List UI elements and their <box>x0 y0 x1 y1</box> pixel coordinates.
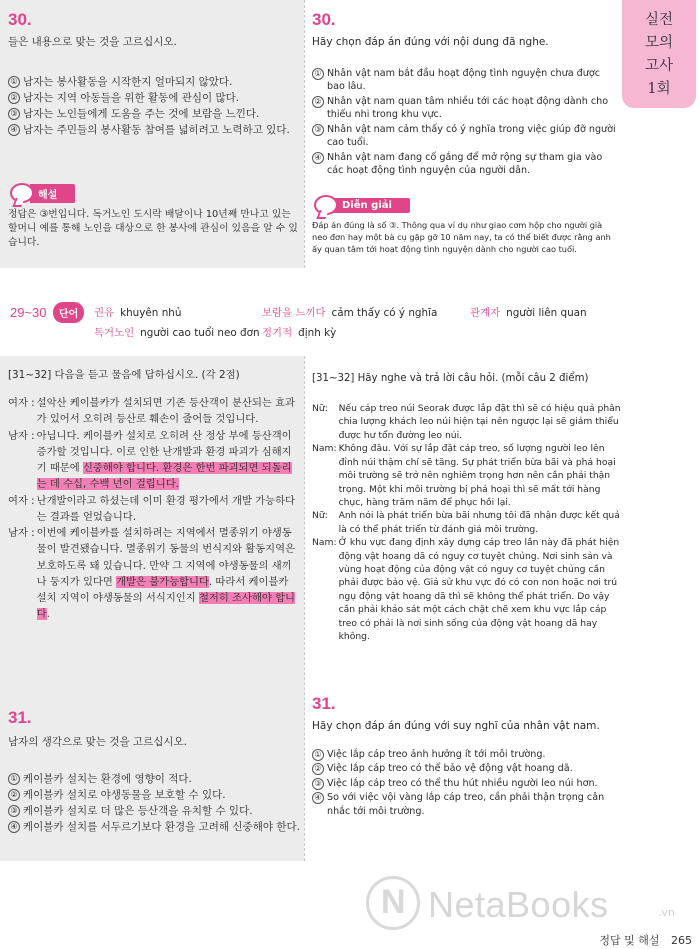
highlighted-text: 신중해야 합니다. 환경은 한번 파괴되면 되돌리는 데 수십, 수백 년이 걸립니다. <box>36 462 292 491</box>
option-text: Nhân vật nam bắt đầu hoạt động tình nguyện chưa được bao lâu. <box>327 68 600 93</box>
speaker-label: Nữ: <box>312 403 328 414</box>
option-2[interactable] <box>8 91 300 106</box>
vocab-meaning: người liên quan <box>506 307 587 319</box>
option-3[interactable] <box>8 804 300 819</box>
brand-name: NetaBooks <box>428 884 609 925</box>
option-1[interactable] <box>8 772 300 787</box>
option-marker: ② <box>312 96 324 108</box>
section-tab[interactable] <box>622 0 696 108</box>
speaker-label: 남자 : <box>8 527 35 540</box>
option-text: So với việc vội vàng lắp cáp treo, cần phải thận trọng cân nhắc tới môi trường. <box>327 792 605 817</box>
explanation-label: 해설 <box>30 184 75 203</box>
page-number: 265 <box>671 934 692 947</box>
dialog <box>8 395 300 623</box>
option-marker: ④ <box>8 821 20 833</box>
vocab-range: 29~30 <box>10 305 47 320</box>
dialog-text: . <box>46 608 50 621</box>
vocab-label: 단어 <box>53 302 84 323</box>
option-text: 케이블카 설치로 야생동물을 보호할 수 있다. <box>23 788 226 801</box>
vocab-item <box>262 304 437 319</box>
option-marker: ① <box>8 773 20 785</box>
option-text: 남자는 지역 아동들을 위한 활동에 관심이 많다. <box>23 91 240 104</box>
speaker-label: 여자 : <box>8 397 35 409</box>
option-3[interactable] <box>312 123 618 150</box>
option-marker: ④ <box>312 792 324 804</box>
option-text: Nhân vật nam quan tâm nhiều tới các hoạt động dành cho thiếu nhi trong khu vực. <box>327 95 609 121</box>
question-text: Hãy chọn đáp án đúng với suy nghĩ của nhân vật nam. <box>312 720 600 732</box>
brand-logo-icon <box>366 876 420 930</box>
option-text: 남자는 봉사활동을 시작한지 얼마되지 않았다. <box>23 76 233 88</box>
option-text: 남자는 주민들의 봉사활동 참여를 넓히려고 노력하고 있다. <box>23 123 290 136</box>
option-marker: ③ <box>8 108 20 120</box>
option-2[interactable] <box>312 762 618 775</box>
dialog-text: . 따라서 케이블카 설치 지역이 야생동물의 서식지인지 <box>36 575 289 605</box>
section-tab-line: 실전 <box>644 12 673 28</box>
question-text: 남자의 생각으로 맞는 것을 고르십시오. <box>8 736 187 748</box>
option-4[interactable] <box>312 151 618 178</box>
column-divider <box>304 356 305 861</box>
dialog-line: Ở khu vực đang định xây dựng cáp treo lần này đã phát hiện động vật hoang dã có nguy cơ tuyệt chủng. Nơi sinh sản và vùng hoạt động của động vật có nguy cơ tuyệt chủng cần phải được bảo vệ. Giả sử khu vực đó có con non hoặc nơi trú ngụ động vật hoang dã thì sẽ không thể phát triển. Do vậy cần phải khảo sát một cách chặt chẽ xem khu vực lắp cáp treo có phải là nơi sinh sống của động vật hoang dã hay không. <box>338 537 620 643</box>
option-marker: ① <box>312 68 324 80</box>
explanation-badge <box>10 183 75 203</box>
vocab-item <box>94 304 181 319</box>
vocab-item <box>262 324 336 339</box>
explanation-badge <box>314 195 410 215</box>
speaker-label: Nam: <box>312 537 337 549</box>
option-3[interactable] <box>8 107 300 122</box>
section-tab-line: 모의 <box>644 35 673 51</box>
option-1[interactable] <box>312 67 618 94</box>
highlighted-text: 철저히 조사해야 합니다 <box>36 592 296 621</box>
question-number: 30. <box>312 10 336 29</box>
answer-options <box>8 75 300 139</box>
vocab-korean: 권유 <box>94 307 115 319</box>
brand-watermark <box>366 876 696 936</box>
dialog-line: 설악산 케이블카가 설치되면 기존 등산객이 분산되는 효과가 있어서 오히려 등산로 훼손이 줄어들 것입니다. <box>36 397 296 426</box>
dialog-line <box>37 428 300 493</box>
dialog-text: 아닙니다. 케이블카 설치로 오히려 산 정상 부에 등산객이 증가할 것입니다. 이로 인한 난개발과 환경 파괴가 심해지기 때문에 <box>36 429 292 475</box>
option-marker: ② <box>312 763 324 775</box>
vocab-korean: 독거노인 <box>94 327 135 339</box>
dialog-line: Nếu cáp treo núi Seorak được lắp đặt thì sẽ có hiệu quả phân chia lượng khách leo núi hiện tại nên ngược lại sẽ giảm thiểu được hư tổn đường leo núi. <box>338 403 621 441</box>
vocab-meaning: khuyên nhủ <box>120 307 182 319</box>
option-text: Việc lắp cáp treo có thể thu hút nhiều người leo núi hơn. <box>327 777 598 789</box>
option-2[interactable] <box>8 788 300 803</box>
option-marker: ③ <box>312 124 324 136</box>
option-text: Việc lắp cáp treo có thể bảo vệ động vật hoang dã. <box>327 763 573 775</box>
question-number: 30. <box>8 10 32 29</box>
highlighted-text: 개발은 불가능합니다 <box>116 575 209 588</box>
vocab-item <box>470 304 587 319</box>
vocab-korean: 보람을 느끼다 <box>262 307 326 319</box>
option-text: 케이블카 설치는 환경에 영향이 적다. <box>23 773 192 785</box>
option-marker: ① <box>312 749 324 761</box>
option-marker: ② <box>8 92 20 104</box>
option-2[interactable] <box>312 95 618 122</box>
option-4[interactable] <box>312 791 618 818</box>
section-tab-line: 고사 <box>644 58 673 74</box>
question-text: 들은 내용으로 맞는 것을 고르십시오. <box>8 36 177 48</box>
option-text: 케이블카 설치로 더 많은 등산객을 유치할 수 있다. <box>23 804 253 817</box>
option-4[interactable] <box>8 820 300 835</box>
explanation-text: Đáp án đúng là số ③. Thông qua ví dụ như giao cơm hộp cho người già neo đơn hay một bà cụ gặp gỡ 10 năm nay, ta có thể biết được rằng anh ấy quan tâm tới hoạt động tình nguyện dành cho người cao tuổi. <box>312 220 611 254</box>
vocab-meaning: cảm thấy có ý nghĩa <box>331 307 438 319</box>
explanation-text: 정답은 ③번입니다. 독거노인 도시락 배달이나 10년째 만나고 있는 할머니 예를 통해 노인을 대상으로 한 봉사에 관심이 있음을 알 수 있습니다. <box>8 209 298 248</box>
option-text: Nhân vật nam đang cố gắng để mở rộng sự tham gia vào các hoạt động tình nguyện của người dân. <box>327 151 603 176</box>
option-text: 케이블카 설치를 서두르기보다 환경을 고려해 신중해야 한다. <box>23 820 300 833</box>
option-marker: ③ <box>312 778 324 790</box>
option-1[interactable] <box>312 748 618 761</box>
option-4[interactable] <box>8 123 300 138</box>
section-tab-line: 1회 <box>647 81 671 97</box>
footer-section: 정답 및 해설 <box>599 934 660 947</box>
option-text: Nhân vật nam cảm thấy có ý nghĩa trong việc giúp đỡ người cao tuổi. <box>327 123 616 149</box>
section-header: [31~32] Hãy nghe và trả lời câu hỏi. (mỗi câu 2 điểm) <box>312 373 589 384</box>
explanation-label: Diễn giải <box>334 198 410 213</box>
section-header: [31~32] 다음을 듣고 물음에 답하십시오. (각 2점) <box>8 369 240 381</box>
dialog-line: 난개발이라고 하셨는데 이미 환경 평가에서 개발 가능하다는 결과를 얻었습니다. <box>36 494 296 523</box>
option-1[interactable] <box>8 75 300 90</box>
answer-options <box>8 772 300 836</box>
dialog <box>312 402 622 644</box>
vocabulary-row <box>0 296 700 340</box>
dialog-text: 이번에 케이블카를 설치하려는 지역에서 멸종위기 야생동물이 발견됐습니다. 멸종위기 동물의 번식지와 활동지역은 보호하도록 돼 있습니다. 만약 그 지역에 야생동물의 새끼나 둥지가 있다면 <box>36 527 296 588</box>
vocab-meaning: người cao tuổi neo đơn <box>140 327 260 339</box>
option-marker: ④ <box>8 124 20 136</box>
speaker-label: Nam: <box>312 443 337 455</box>
option-marker: ④ <box>312 152 324 164</box>
answer-options <box>312 748 618 819</box>
speech-bubble-icon <box>10 183 34 203</box>
speech-bubble-icon <box>314 195 338 215</box>
brand-domain: .vn <box>658 906 675 919</box>
dialog-line: Anh nói là phát triển bừa bãi nhưng tôi đã nhận được kết quả là có thể phát triển từ đánh giá môi trường. <box>338 510 620 535</box>
question-text: Hãy chọn đáp án đúng với nội dung đã nghe. <box>312 36 549 48</box>
vocab-meaning: định kỳ <box>298 327 337 339</box>
vocab-korean: 정기적 <box>262 327 293 339</box>
dialog-line <box>37 525 300 623</box>
dialog-line: Không đâu. Với sự lắp đặt cáp treo, số lượng người leo lên đỉnh núi thậm chí sẽ tăng. Sự phát triển bừa bãi và phá hoại môi trường sẽ trở nên nghiêm trọng hơn nên cần phải thận trọng. Một khi môi trường bị phá hoại thì sẽ mất tới hàng chục, hàng trăm năm để phục hồi lại. <box>338 443 616 508</box>
answer-options <box>312 67 618 178</box>
speaker-label: 남자 : <box>8 429 35 442</box>
vocab-korean: 관계자 <box>470 307 501 319</box>
speaker-label: 여자 : <box>8 494 35 507</box>
question-number: 31. <box>312 694 336 713</box>
option-text: 남자는 노인들에게 도움을 주는 것에 보람을 느낀다. <box>23 107 260 120</box>
option-marker: ③ <box>8 805 20 817</box>
speaker-label: Nữ: <box>312 510 328 522</box>
option-marker: ① <box>8 76 20 88</box>
vocab-item <box>94 324 260 339</box>
page-footer <box>591 932 692 948</box>
option-text: Việc lắp cáp treo ảnh hưởng ít tới môi trường. <box>327 749 546 760</box>
option-3[interactable] <box>312 777 618 790</box>
option-marker: ② <box>8 789 20 801</box>
question-number: 31. <box>8 708 32 727</box>
column-divider <box>304 0 305 268</box>
